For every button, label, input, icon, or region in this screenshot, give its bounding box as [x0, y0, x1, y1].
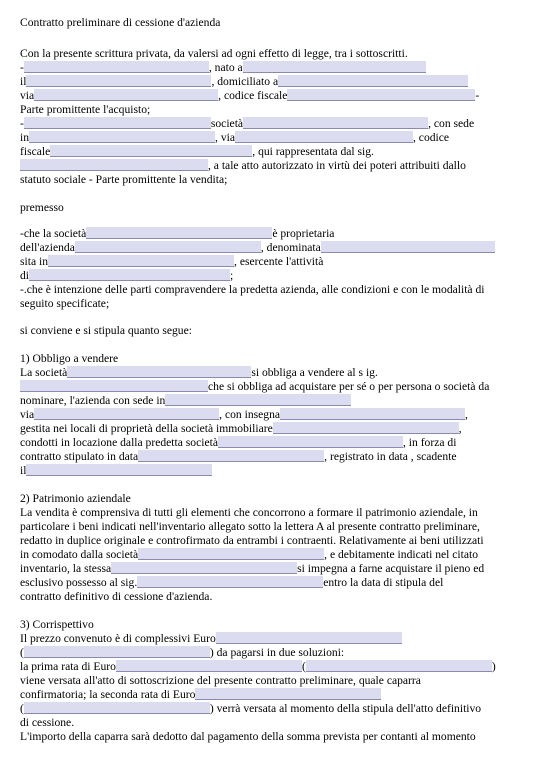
representative-field[interactable]	[20, 159, 208, 171]
section-line: La società si obbliga a vendere al s ig.	[20, 366, 378, 379]
section-line: inventario, la stessa si impegna a farne acquistare il pieno ed	[20, 562, 485, 575]
activity-field[interactable]	[29, 269, 230, 281]
premesso-line: di ;	[20, 269, 234, 282]
birthdate-field[interactable]	[26, 75, 211, 87]
address-field[interactable]	[34, 89, 218, 101]
business-field[interactable]	[75, 241, 261, 253]
buyer-field[interactable]	[20, 380, 208, 392]
intro-line: fiscale , qui rappresentata dal sig.	[20, 145, 374, 158]
real-estate-company-field[interactable]	[273, 422, 459, 434]
business-location-field[interactable]	[48, 255, 234, 267]
intro-text: Parte promittente l'acquisto;	[20, 103, 151, 116]
premesso-line: dell'azienda , denominata	[20, 241, 495, 255]
intro-line: - , nato a	[20, 61, 426, 75]
section-text: contratto definitivo di cessione d'azienda.	[20, 590, 213, 603]
section-line: gestita nei locali di proprietà della società immobiliare ,	[20, 422, 462, 435]
section-line: confirmatoria; la seconda rata di Euro	[20, 688, 381, 702]
loan-company-field[interactable]	[138, 548, 324, 560]
intro-line: via , codice fiscale -	[20, 89, 480, 102]
section-line: la prima rata di Euro ( )	[20, 660, 496, 673]
section-line: ( ) verrà versata al momento della stipula dell'atto definitivo	[20, 702, 482, 715]
total-price-field[interactable]	[216, 632, 402, 644]
birthplace-field[interactable]	[243, 61, 426, 73]
company-street-field[interactable]	[235, 131, 413, 143]
section-line: Il prezzo convenuto è di complessivi Euro	[20, 632, 402, 646]
section-line: nominare, l'azienda con sede in	[20, 394, 351, 408]
section-text: L'importo della caparra sarà dedotto dal pagamento della somma prevista per contanti al momento	[20, 730, 476, 743]
first-installment-field[interactable]	[116, 660, 302, 672]
company-name-field[interactable]	[243, 117, 428, 129]
section-text: redatto in duplice originale e controfirmato da entrambi i contraenti. Relativamente ai beni utilizzati	[20, 534, 484, 547]
section-text: particolare i beni indicati nell'inventario allegato sotto la lettera A al presente contratto preliminare,	[20, 520, 480, 533]
section-heading: 1) Obbligo a vendere	[20, 352, 119, 365]
company-seat-field[interactable]	[29, 131, 215, 143]
contract-date-field[interactable]	[138, 450, 324, 462]
total-price-words-field[interactable]	[24, 646, 210, 658]
second-installment-words-field[interactable]	[24, 702, 210, 714]
section-heading: 2) Patrimonio aziendale	[20, 492, 131, 505]
agreement-text: si conviene e si stipula quanto segue:	[20, 324, 192, 337]
company-tax-code-field[interactable]	[50, 145, 252, 157]
owner-company-field[interactable]	[86, 227, 272, 239]
section-line: ( ) da pagarsi in due soluzioni:	[20, 646, 345, 659]
section-line: che si obbliga ad acquistare per sé o per persona o società da	[20, 380, 489, 394]
business-seat-field[interactable]	[165, 394, 351, 406]
second-installment-field[interactable]	[195, 688, 381, 700]
premesso-text: -.che è intenzione delle parti compravendere la predetta azienda, alle condizioni e con le modalità di	[20, 283, 485, 296]
document-title: Contratto preliminare di cessione d'azienda	[20, 16, 221, 29]
seller-name-field[interactable]	[24, 117, 211, 129]
buyer-name-field[interactable]	[24, 61, 209, 73]
section-heading: 3) Corrispettivo	[20, 618, 94, 631]
lessor-company-field[interactable]	[218, 436, 403, 448]
possessor-field[interactable]	[137, 576, 323, 588]
section-line: in comodato dalla società , e debitamente indicati nel citato	[20, 548, 479, 561]
intro-line: in , via , codice	[20, 131, 450, 144]
same-company-field[interactable]	[111, 562, 297, 574]
intro-text: Con la presente scrittura privata, da valersi ad ogni effetto di legge, tra i sottoscritti.	[20, 47, 408, 60]
premesso-heading: premesso	[20, 201, 64, 214]
business-name-field[interactable]	[321, 241, 495, 253]
section-line: esclusivo possesso al sig. entro la data di stipula del	[20, 576, 444, 589]
domicile-field[interactable]	[278, 75, 468, 87]
intro-line: - società , con sede	[20, 117, 475, 130]
expiry-date-field[interactable]	[26, 464, 212, 476]
intro-text: statuto sociale - Parte promittente la vendita;	[20, 173, 228, 186]
section-line: condotti in locazione dalla predetta società , in forza di	[20, 436, 457, 449]
intro-line: il , domiciliato a	[20, 75, 468, 89]
premesso-line: -che la società è proprietaria	[20, 227, 335, 240]
section-text: viene versata all'atto di sottoscrizione del presente contratto preliminare, quale caparra	[20, 674, 421, 687]
section-line: via , con insegna ,	[20, 408, 468, 421]
premesso-text: seguito specificate;	[20, 297, 110, 310]
business-street-field[interactable]	[34, 408, 219, 420]
premesso-line: sita in , esercente l'attività	[20, 255, 324, 268]
section-text: di cessione.	[20, 716, 75, 729]
section-text: La vendita è comprensiva di tutti gli elementi che concorrono a formare il patrimonio aziendale, in	[20, 506, 478, 519]
selling-company-field[interactable]	[67, 366, 251, 378]
section-line: contratto stipulato in data , registrato in data , scadente	[20, 450, 457, 463]
tax-code-field[interactable]	[287, 89, 475, 101]
intro-line: , a tale atto autorizzato in virtù dei poteri attribuiti dallo	[20, 159, 466, 173]
section-line: il	[20, 464, 212, 478]
first-installment-words-field[interactable]	[306, 660, 492, 672]
sign-field[interactable]	[280, 408, 465, 420]
